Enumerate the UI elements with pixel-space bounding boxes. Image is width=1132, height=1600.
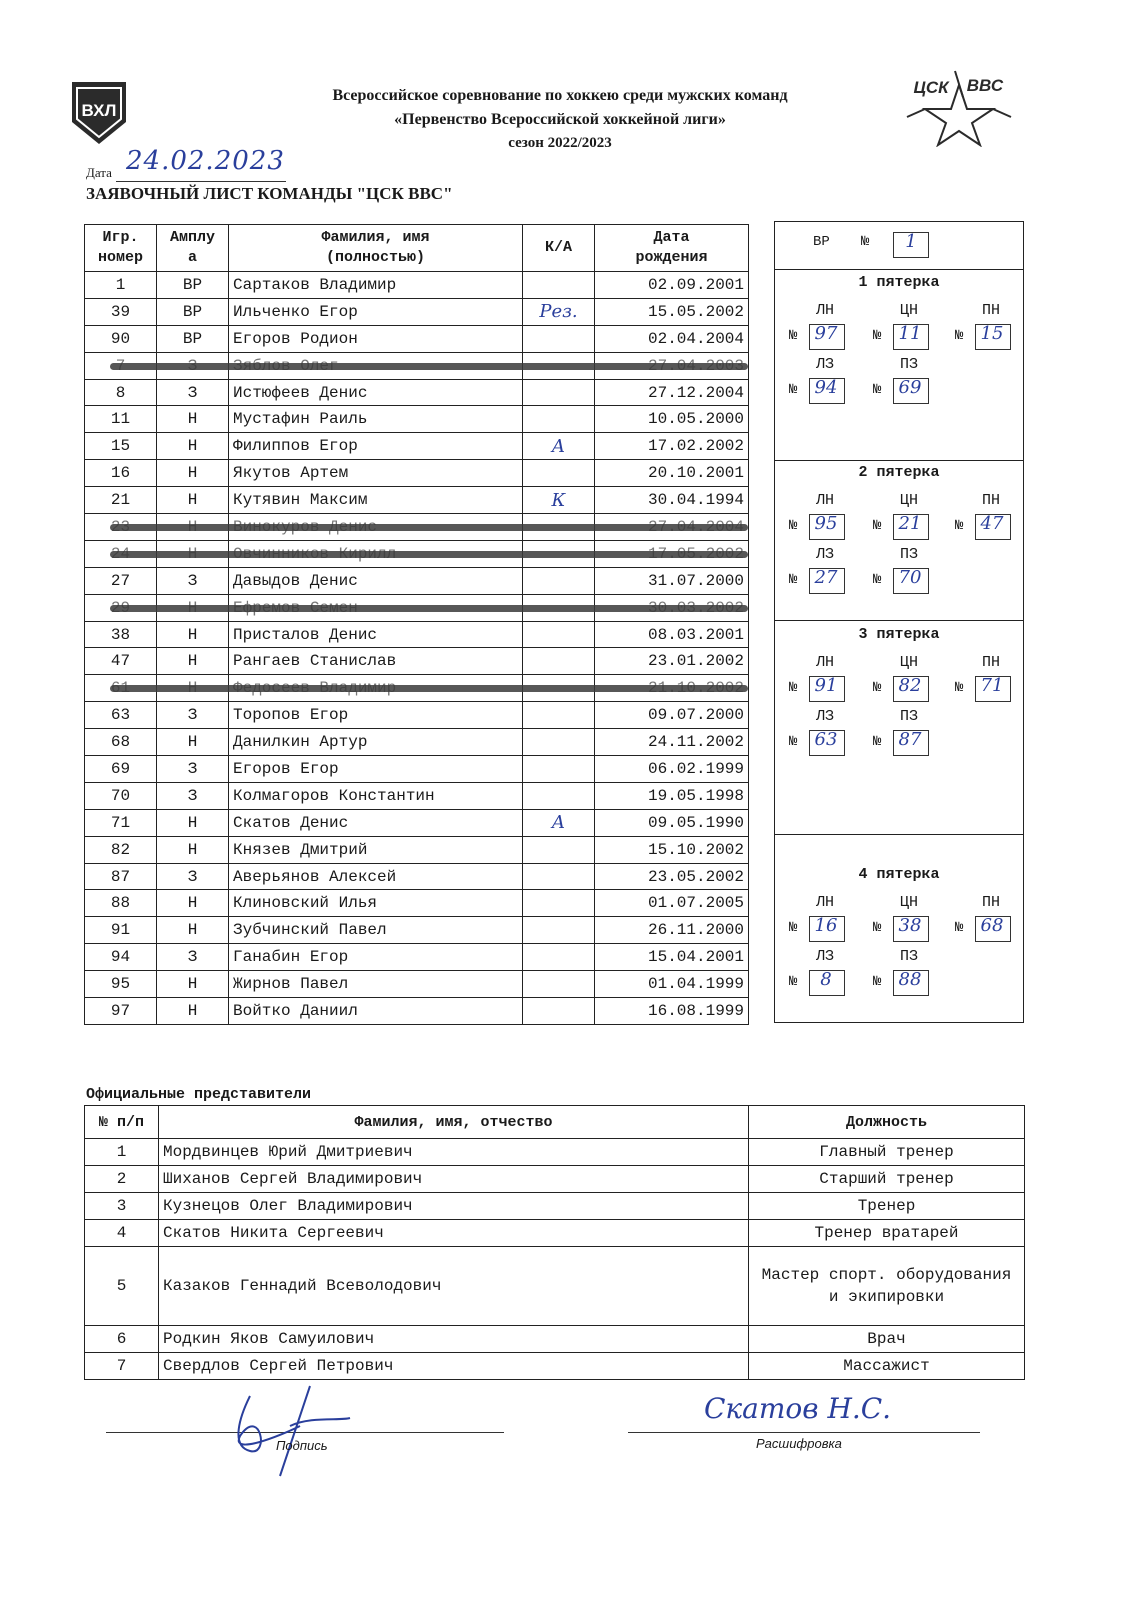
- strike-through-mark: [110, 605, 748, 612]
- date-value: 24.02.2023: [126, 146, 285, 176]
- player-dob: 09.05.1990: [595, 809, 749, 836]
- svg-text:ВВС: ВВС: [966, 76, 1004, 95]
- position-label: ЛН: [815, 492, 834, 509]
- player-name: Сартаков Владимир: [229, 272, 523, 299]
- num-sign: №: [873, 734, 882, 750]
- player-number: 27: [85, 567, 157, 594]
- player-role: Н: [157, 433, 229, 460]
- col-name-header: Фамилия, имя (полностью): [229, 225, 523, 272]
- captain-mark: [523, 971, 595, 998]
- date-label: Дата: [86, 165, 112, 180]
- goalie-number: 1: [905, 231, 917, 252]
- roster-row: [85, 863, 749, 890]
- player-number: 38: [898, 915, 922, 936]
- player-name: Егоров Родион: [229, 325, 523, 352]
- player-number: 68: [980, 915, 1004, 936]
- player-number: 47: [980, 513, 1004, 534]
- position-label: ЦН: [899, 492, 918, 509]
- captain-mark: [523, 272, 595, 299]
- goalie-num-sign: №: [861, 234, 870, 250]
- official-row: [85, 1193, 1025, 1220]
- roster-row: [85, 487, 749, 514]
- official-name: Шиханов Сергей Владимирович: [159, 1166, 749, 1193]
- player-name: Зубчинский Павел: [229, 917, 523, 944]
- position-label: ПН: [981, 894, 1000, 911]
- player-number: 94: [814, 377, 838, 398]
- roster-row: [85, 782, 749, 809]
- position-label: ЛЗ: [815, 708, 834, 725]
- col-fio-header: Фамилия, имя, отчество: [159, 1106, 749, 1139]
- captain-mark: [523, 944, 595, 971]
- num-sign: №: [789, 920, 798, 936]
- col-number-header: Игр. номер: [85, 225, 157, 272]
- position-label: ЦН: [899, 302, 918, 319]
- player-name: Присталов Денис: [229, 621, 523, 648]
- roster-row: [85, 460, 749, 487]
- player-dob: 17.02.2002: [595, 433, 749, 460]
- roster-row: [85, 272, 749, 299]
- captain-mark: А: [523, 433, 595, 460]
- player-name: Якутов Артем: [229, 460, 523, 487]
- position-label: ПЗ: [899, 948, 918, 965]
- sheet-title: ЗАЯВОЧНЫЙ ЛИСТ КОМАНДЫ "ЦСК ВВС": [86, 184, 453, 203]
- svg-text:ВХЛ: ВХЛ: [81, 101, 117, 120]
- captain-mark: [523, 379, 595, 406]
- official-position: Тренер вратарей: [749, 1220, 1025, 1247]
- player-role: З: [157, 944, 229, 971]
- roster-row: [85, 729, 749, 756]
- roster-row: [85, 406, 749, 433]
- captain-mark: [523, 702, 595, 729]
- player-name: Торопов Егор: [229, 702, 523, 729]
- player-number: 8: [85, 379, 157, 406]
- official-number: 5: [85, 1247, 159, 1326]
- player-role: Н: [157, 917, 229, 944]
- col-num-header: № п/п: [85, 1106, 159, 1139]
- player-dob: 06.02.1999: [595, 756, 749, 783]
- unit-title: 2 пятерка: [858, 464, 940, 481]
- col-dob-header: Дата рождения: [595, 225, 749, 272]
- position-label: ПЗ: [899, 356, 918, 373]
- player-dob: 15.04.2001: [595, 944, 749, 971]
- roster-row: [85, 944, 749, 971]
- captain-mark: К: [523, 487, 595, 514]
- position-label: ЛЗ: [815, 546, 834, 563]
- roster-row: [85, 648, 749, 675]
- official-number: 3: [85, 1193, 159, 1220]
- player-name: Жирнов Павел: [229, 971, 523, 998]
- player-number: 71: [980, 675, 1004, 696]
- player-role: Н: [157, 971, 229, 998]
- roster-row: [85, 756, 749, 783]
- player-dob: 09.07.2000: [595, 702, 749, 729]
- player-name: Истюфеев Денис: [229, 379, 523, 406]
- player-number: 69: [898, 377, 922, 398]
- captain-mark: [523, 621, 595, 648]
- num-sign: №: [789, 518, 798, 534]
- col-position-header: Должность: [749, 1106, 1025, 1139]
- player-number: 15: [980, 323, 1004, 344]
- captain-mark: [523, 325, 595, 352]
- date-underline: [116, 181, 286, 182]
- player-dob: 31.07.2000: [595, 567, 749, 594]
- player-role: Н: [157, 998, 229, 1025]
- player-role: З: [157, 567, 229, 594]
- position-label: ЛН: [815, 302, 834, 319]
- official-row: [85, 1326, 1025, 1353]
- num-sign: №: [873, 680, 882, 696]
- official-number: 7: [85, 1353, 159, 1380]
- official-name: Родкин Яков Самуилович: [159, 1326, 749, 1353]
- player-role: Н: [157, 648, 229, 675]
- player-number: 90: [85, 325, 157, 352]
- player-number: 69: [85, 756, 157, 783]
- player-dob: 08.03.2001: [595, 621, 749, 648]
- captain-mark: [523, 890, 595, 917]
- official-position: Мастер спорт. оборудования и экипировки: [749, 1247, 1025, 1326]
- official-name: Мордвинцев Юрий Дмитриевич: [159, 1139, 749, 1166]
- player-number: 63: [814, 729, 838, 750]
- player-role: Н: [157, 406, 229, 433]
- player-number: 21: [898, 513, 922, 534]
- position-label: ПЗ: [899, 546, 918, 563]
- player-dob: 19.05.1998: [595, 782, 749, 809]
- player-dob: 24.11.2002: [595, 729, 749, 756]
- captain-mark: [523, 460, 595, 487]
- roster-row: [85, 998, 749, 1025]
- player-role: З: [157, 863, 229, 890]
- player-dob: 02.09.2001: [595, 272, 749, 299]
- num-sign: №: [955, 920, 964, 936]
- player-number: 87: [898, 729, 922, 750]
- unit-title: 4 пятерка: [858, 866, 940, 883]
- player-role: Н: [157, 729, 229, 756]
- num-sign: №: [789, 328, 798, 344]
- captain-mark: [523, 729, 595, 756]
- position-label: ПН: [981, 654, 1000, 671]
- captain-mark: [523, 756, 595, 783]
- player-number: 82: [85, 836, 157, 863]
- player-dob: 01.04.1999: [595, 971, 749, 998]
- panel-divider: [775, 834, 1023, 835]
- player-name: Кутявин Максим: [229, 487, 523, 514]
- player-dob: 01.07.2005: [595, 890, 749, 917]
- roster-row: [85, 325, 749, 352]
- handwritten-signature: [220, 1376, 360, 1491]
- captain-mark: Рез.: [523, 298, 595, 325]
- num-sign: №: [873, 920, 882, 936]
- player-number: 47: [85, 648, 157, 675]
- player-number: 88: [898, 969, 922, 990]
- player-dob: 10.05.2000: [595, 406, 749, 433]
- position-label: ЦН: [899, 654, 918, 671]
- position-label: ЛЗ: [815, 356, 834, 373]
- player-number: 11: [85, 406, 157, 433]
- captain-mark: [523, 917, 595, 944]
- captain-mark: [523, 648, 595, 675]
- official-number: 6: [85, 1326, 159, 1353]
- col-role-header: Амплу а: [157, 225, 229, 272]
- player-role: Н: [157, 621, 229, 648]
- num-sign: №: [789, 734, 798, 750]
- player-number: 97: [814, 323, 838, 344]
- player-number: 1: [85, 272, 157, 299]
- position-label: ЛЗ: [815, 948, 834, 965]
- goalie-label: ВР: [813, 234, 830, 250]
- panel-divider: [775, 620, 1023, 621]
- player-name: Филиппов Егор: [229, 433, 523, 460]
- official-position: Главный тренер: [749, 1139, 1025, 1166]
- player-dob: 23.05.2002: [595, 863, 749, 890]
- num-sign: №: [873, 518, 882, 534]
- player-name: Колмагоров Константин: [229, 782, 523, 809]
- roster-row: [85, 890, 749, 917]
- strike-through-mark: [110, 685, 748, 692]
- lines-panel: [774, 221, 1024, 1023]
- roster-row: [85, 702, 749, 729]
- official-position: Тренер: [749, 1193, 1025, 1220]
- player-number: 91: [85, 917, 157, 944]
- player-dob: 15.05.2002: [595, 298, 749, 325]
- num-sign: №: [873, 572, 882, 588]
- player-dob: 02.04.2004: [595, 325, 749, 352]
- player-number: 91: [814, 675, 838, 696]
- player-name: Войтко Даниил: [229, 998, 523, 1025]
- player-role: З: [157, 379, 229, 406]
- player-name: Мустафин Раиль: [229, 406, 523, 433]
- player-number: 63: [85, 702, 157, 729]
- roster-row: [85, 809, 749, 836]
- player-number: 70: [898, 567, 922, 588]
- player-name: Скатов Денис: [229, 809, 523, 836]
- captain-mark: А: [523, 809, 595, 836]
- player-number: 70: [85, 782, 157, 809]
- panel-divider: [775, 460, 1023, 461]
- header-line-1: Всероссийское соревнование по хоккею среди мужских команд: [332, 87, 788, 104]
- header-line-2: «Первенство Всероссийской хоккейной лиги»: [394, 111, 726, 128]
- player-number: 8: [820, 969, 832, 990]
- position-label: ЛН: [815, 894, 834, 911]
- player-number: 94: [85, 944, 157, 971]
- num-sign: №: [955, 328, 964, 344]
- svg-text:ЦСК: ЦСК: [913, 78, 949, 97]
- player-number: 11: [898, 323, 922, 344]
- strike-through-mark: [110, 363, 748, 370]
- panel-divider: [775, 269, 1023, 270]
- roster-row: [85, 567, 749, 594]
- player-role: Н: [157, 809, 229, 836]
- player-role: Н: [157, 460, 229, 487]
- decode-value: Скатов Н.С.: [704, 1392, 892, 1425]
- captain-mark: [523, 567, 595, 594]
- official-name: Свердлов Сергей Петрович: [159, 1353, 749, 1380]
- official-name: Скатов Никита Сергеевич: [159, 1220, 749, 1247]
- unit-title: 1 пятерка: [858, 274, 940, 291]
- num-sign: №: [789, 382, 798, 398]
- official-position: Старший тренер: [749, 1166, 1025, 1193]
- unit-title: 3 пятерка: [858, 626, 940, 643]
- position-label: ЛН: [815, 654, 834, 671]
- player-number: 38: [85, 621, 157, 648]
- player-name: Рангаев Станислав: [229, 648, 523, 675]
- num-sign: №: [873, 328, 882, 344]
- roster-row: [85, 298, 749, 325]
- num-sign: №: [789, 572, 798, 588]
- player-role: ВР: [157, 298, 229, 325]
- player-dob: 27.12.2004: [595, 379, 749, 406]
- official-row: [85, 1166, 1025, 1193]
- captain-mark: [523, 863, 595, 890]
- officials-title: Официальные представители: [86, 1086, 312, 1103]
- player-role: З: [157, 756, 229, 783]
- player-dob: 26.11.2000: [595, 917, 749, 944]
- player-role: ВР: [157, 325, 229, 352]
- position-label: ПН: [981, 302, 1000, 319]
- player-name: Давыдов Денис: [229, 567, 523, 594]
- roster-row: [85, 836, 749, 863]
- player-dob: 16.08.1999: [595, 998, 749, 1025]
- player-dob: 23.01.2002: [595, 648, 749, 675]
- official-row: [85, 1139, 1025, 1166]
- roster-header-row: [85, 225, 749, 272]
- header-season: сезон 2022/2023: [508, 135, 612, 151]
- player-number: 87: [85, 863, 157, 890]
- position-label: ЦН: [899, 894, 918, 911]
- decode-line: [628, 1432, 980, 1433]
- player-name: Ганабин Егор: [229, 944, 523, 971]
- official-number: 4: [85, 1220, 159, 1247]
- officials-header-row: [85, 1106, 1025, 1139]
- official-position: Врач: [749, 1326, 1025, 1353]
- player-number: 97: [85, 998, 157, 1025]
- num-sign: №: [955, 518, 964, 534]
- official-row: [85, 1220, 1025, 1247]
- player-dob: 20.10.2001: [595, 460, 749, 487]
- player-number: 95: [85, 971, 157, 998]
- player-number: 21: [85, 487, 157, 514]
- num-sign: №: [789, 974, 798, 990]
- player-name: Князев Дмитрий: [229, 836, 523, 863]
- official-number: 2: [85, 1166, 159, 1193]
- player-role: Н: [157, 836, 229, 863]
- position-label: ПЗ: [899, 708, 918, 725]
- roster-row: [85, 621, 749, 648]
- captain-mark: [523, 406, 595, 433]
- player-number: 39: [85, 298, 157, 325]
- position-label: ПН: [981, 492, 1000, 509]
- official-name: Казаков Геннадий Всеволодович: [159, 1247, 749, 1326]
- num-sign: №: [873, 382, 882, 398]
- roster-row: [85, 971, 749, 998]
- official-row: [85, 1247, 1025, 1326]
- num-sign: №: [955, 680, 964, 696]
- signature-label: Подпись: [276, 1438, 328, 1453]
- official-name: Кузнецов Олег Владимирович: [159, 1193, 749, 1220]
- player-dob: 15.10.2002: [595, 836, 749, 863]
- captain-mark: [523, 836, 595, 863]
- player-role: Н: [157, 487, 229, 514]
- player-number: 95: [814, 513, 838, 534]
- num-sign: №: [789, 680, 798, 696]
- player-number: 16: [814, 915, 838, 936]
- num-sign: №: [873, 974, 882, 990]
- col-ka-header: К/А: [523, 225, 595, 272]
- decode-label: Расшифровка: [756, 1436, 842, 1451]
- official-position: Массажист: [749, 1353, 1025, 1380]
- player-role: ВР: [157, 272, 229, 299]
- vhl-logo: [68, 78, 130, 148]
- roster-row: [85, 433, 749, 460]
- player-role: Н: [157, 890, 229, 917]
- player-number: 71: [85, 809, 157, 836]
- strike-through-mark: [110, 524, 748, 531]
- player-role: З: [157, 702, 229, 729]
- player-number: 16: [85, 460, 157, 487]
- captain-mark: [523, 998, 595, 1025]
- player-number: 68: [85, 729, 157, 756]
- roster-table: [84, 224, 749, 1025]
- player-dob: 30.04.1994: [595, 487, 749, 514]
- player-number: 88: [85, 890, 157, 917]
- player-number: 15: [85, 433, 157, 460]
- official-number: 1: [85, 1139, 159, 1166]
- officials-table: [84, 1105, 1025, 1380]
- roster-row: [85, 379, 749, 406]
- strike-through-mark: [110, 551, 748, 558]
- player-number: 82: [898, 675, 922, 696]
- captain-mark: [523, 782, 595, 809]
- player-name: Клиновский Илья: [229, 890, 523, 917]
- player-name: Данилкин Артур: [229, 729, 523, 756]
- csk-vvs-logo: [905, 65, 1013, 147]
- player-name: Ильченко Егор: [229, 298, 523, 325]
- player-name: Аверьянов Алексей: [229, 863, 523, 890]
- roster-row: [85, 917, 749, 944]
- player-role: З: [157, 782, 229, 809]
- player-name: Егоров Егор: [229, 756, 523, 783]
- player-number: 27: [814, 567, 838, 588]
